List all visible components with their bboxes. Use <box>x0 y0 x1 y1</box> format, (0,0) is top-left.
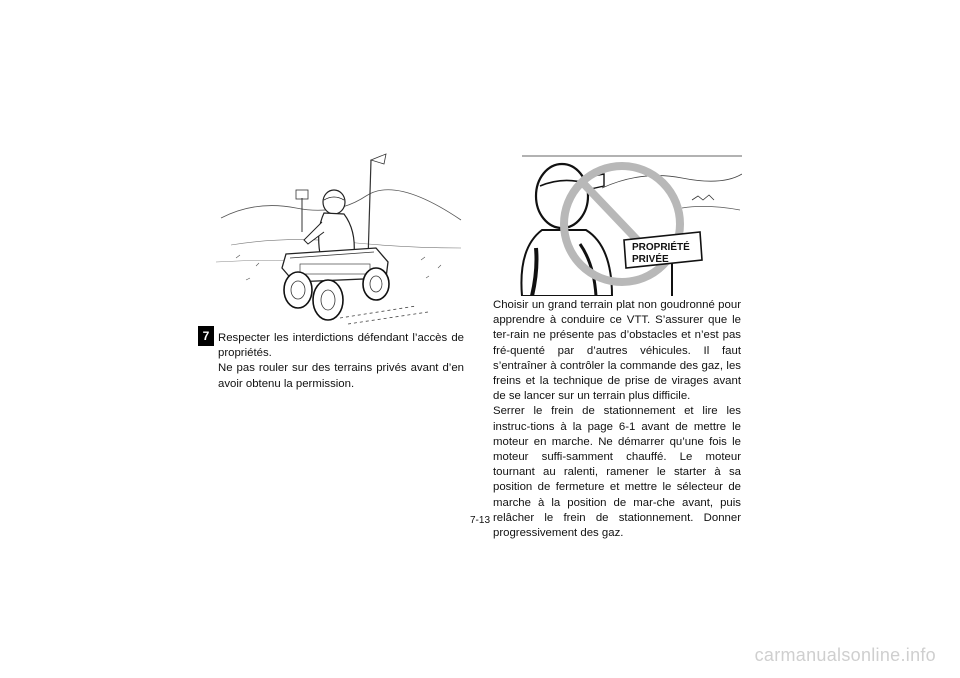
atv-rider-illustration <box>216 150 466 330</box>
left-column-text <box>218 331 464 392</box>
chapter-tab: 7 <box>198 326 214 346</box>
private-property-no-entry-illustration <box>492 148 742 296</box>
right-paragraph-2: Serrer le frein de stationnement et lire les instruc-tions à la page 6-1 avant de mettre le moteur en marche. Ne démarrer qu’une fois le moteur suffi-samment chauffé. Le moteur tournant au ralenti, ramener le starter à sa position de fermeture et mettre le sélecteur de marche à la position de mar-che avant, puis relâcher le frein de stationnement. Donner progressivement des gaz. <box>493 405 741 540</box>
right-column-text <box>493 298 741 541</box>
left-paragraph-1: Respecter les interdictions défendant l’accès de propriétés. <box>218 332 464 360</box>
sign-text-line1: PROPRIÉTÉ <box>632 242 690 253</box>
right-paragraph-1: Choisir un grand terrain plat non goudronné pour apprendre à conduire ce VTT. S’assurer que le ter-rain ne présente pas d’obstacles et n’est pas fré-quenté par d’autres véhicules. Il faut s’entraîner à contrôler la commande des gaz, les freins et la technique de prise de virages avant de se lancer sur un terrain plus difficile. <box>493 299 741 403</box>
sign-text-line2: PRIVÉE <box>632 254 669 265</box>
watermark: carmanualsonline.info <box>754 645 936 665</box>
left-paragraph-2: Ne pas rouler sur des terrains privés avant d’en avoir obtenu la permission. <box>218 362 464 390</box>
page-number: 7-13 <box>469 515 490 526</box>
